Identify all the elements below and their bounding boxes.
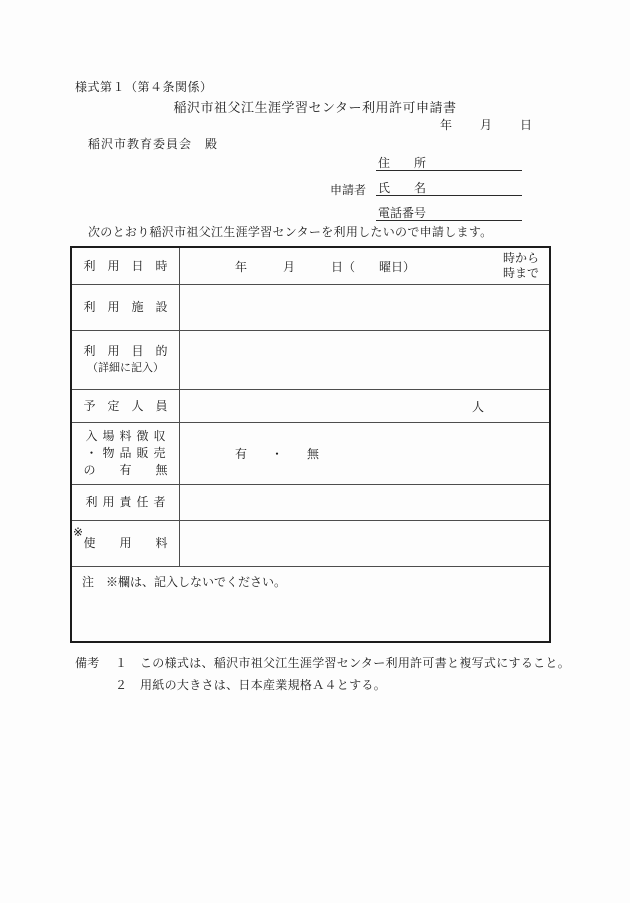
recipient: 稲沢市教育委員会 殿	[88, 137, 219, 151]
month-label: 月	[479, 118, 492, 132]
remark-1-text: この様式は、稲沢市祖父江生涯学習センター利用許可書と複写式にすること。	[140, 656, 571, 670]
row-label-people: 予 定 人 員	[72, 390, 180, 422]
table-row-responsible	[72, 485, 549, 521]
table-row-datetime	[72, 248, 549, 285]
remark-1-number: １	[115, 656, 128, 670]
form-number: 様式第１（第４条関係）	[75, 80, 213, 94]
row-label-purpose	[72, 331, 180, 389]
phone-field-label: 電話番号	[378, 206, 427, 220]
remark-2-text: 用紙の大きさは、日本産業規格Ａ４とする。	[140, 678, 387, 692]
page-title: 稲沢市祖父江生涯学習センター利用許可申請書	[173, 100, 457, 115]
admission-label-line3: の 有 無	[83, 463, 168, 477]
time-from-label: 時から	[502, 251, 539, 265]
row-label-admission	[72, 423, 180, 484]
intro-text: 次のとおり稲沢市祖父江生涯学習センターを利用したいので申請します。	[88, 225, 493, 239]
datetime-placeholder: 年 月 日（ 曜日）	[235, 259, 416, 274]
admission-label-line1: 入場料徴収	[85, 429, 171, 443]
row-content-facility	[180, 285, 549, 330]
address-field-label: 住 所	[378, 156, 427, 170]
row-label-datetime: 利 用 日 時	[72, 248, 180, 284]
row-content-datetime	[180, 248, 549, 284]
phone-field	[376, 204, 522, 221]
address-field	[376, 154, 522, 171]
table-row-people	[72, 390, 549, 423]
table-row-admission	[72, 423, 549, 485]
row-label-responsible	[72, 485, 180, 520]
row-content-people	[180, 390, 549, 422]
remark-line-1	[75, 652, 595, 674]
table-note: 注 ※欄は、記入しないでください。	[82, 575, 287, 589]
row-content-admission	[180, 423, 549, 484]
table-row-purpose	[72, 331, 549, 390]
table-row-facility	[72, 285, 549, 331]
name-field	[376, 179, 522, 196]
remarks-label: 備考	[75, 656, 100, 670]
purpose-label-line2: （詳細に記入）	[87, 362, 164, 374]
row-content-fee	[180, 521, 549, 566]
applicant-label: 申請者	[330, 183, 367, 197]
admission-label-line2: ・物品販売	[85, 446, 171, 460]
purpose-label-line1: 利 用 目 的	[83, 344, 168, 358]
asterisk-mark: ※	[73, 525, 84, 539]
table-row-fee	[72, 521, 549, 567]
remark-2-number: ２	[115, 678, 128, 692]
responsible-label: 利用責任者	[85, 495, 171, 509]
day-label: 日	[519, 118, 532, 132]
time-to-label: 時まで	[502, 266, 539, 280]
year-label: 年	[440, 118, 453, 132]
admission-choice: 有 ・ 無	[235, 447, 320, 461]
fee-label: 使 用 料	[83, 536, 168, 550]
row-label-facility: 利 用 施 設	[72, 285, 180, 330]
table-row-note	[72, 567, 549, 641]
row-content-purpose	[180, 331, 549, 389]
people-unit-label: 人	[471, 399, 484, 414]
time-range	[503, 248, 539, 284]
remarks-section	[75, 652, 595, 696]
name-field-label: 氏 名	[378, 181, 427, 195]
row-label-fee	[72, 521, 180, 566]
row-content-responsible	[180, 485, 549, 520]
remark-line-2	[75, 674, 595, 696]
application-table	[70, 246, 551, 643]
date-line	[440, 116, 532, 133]
